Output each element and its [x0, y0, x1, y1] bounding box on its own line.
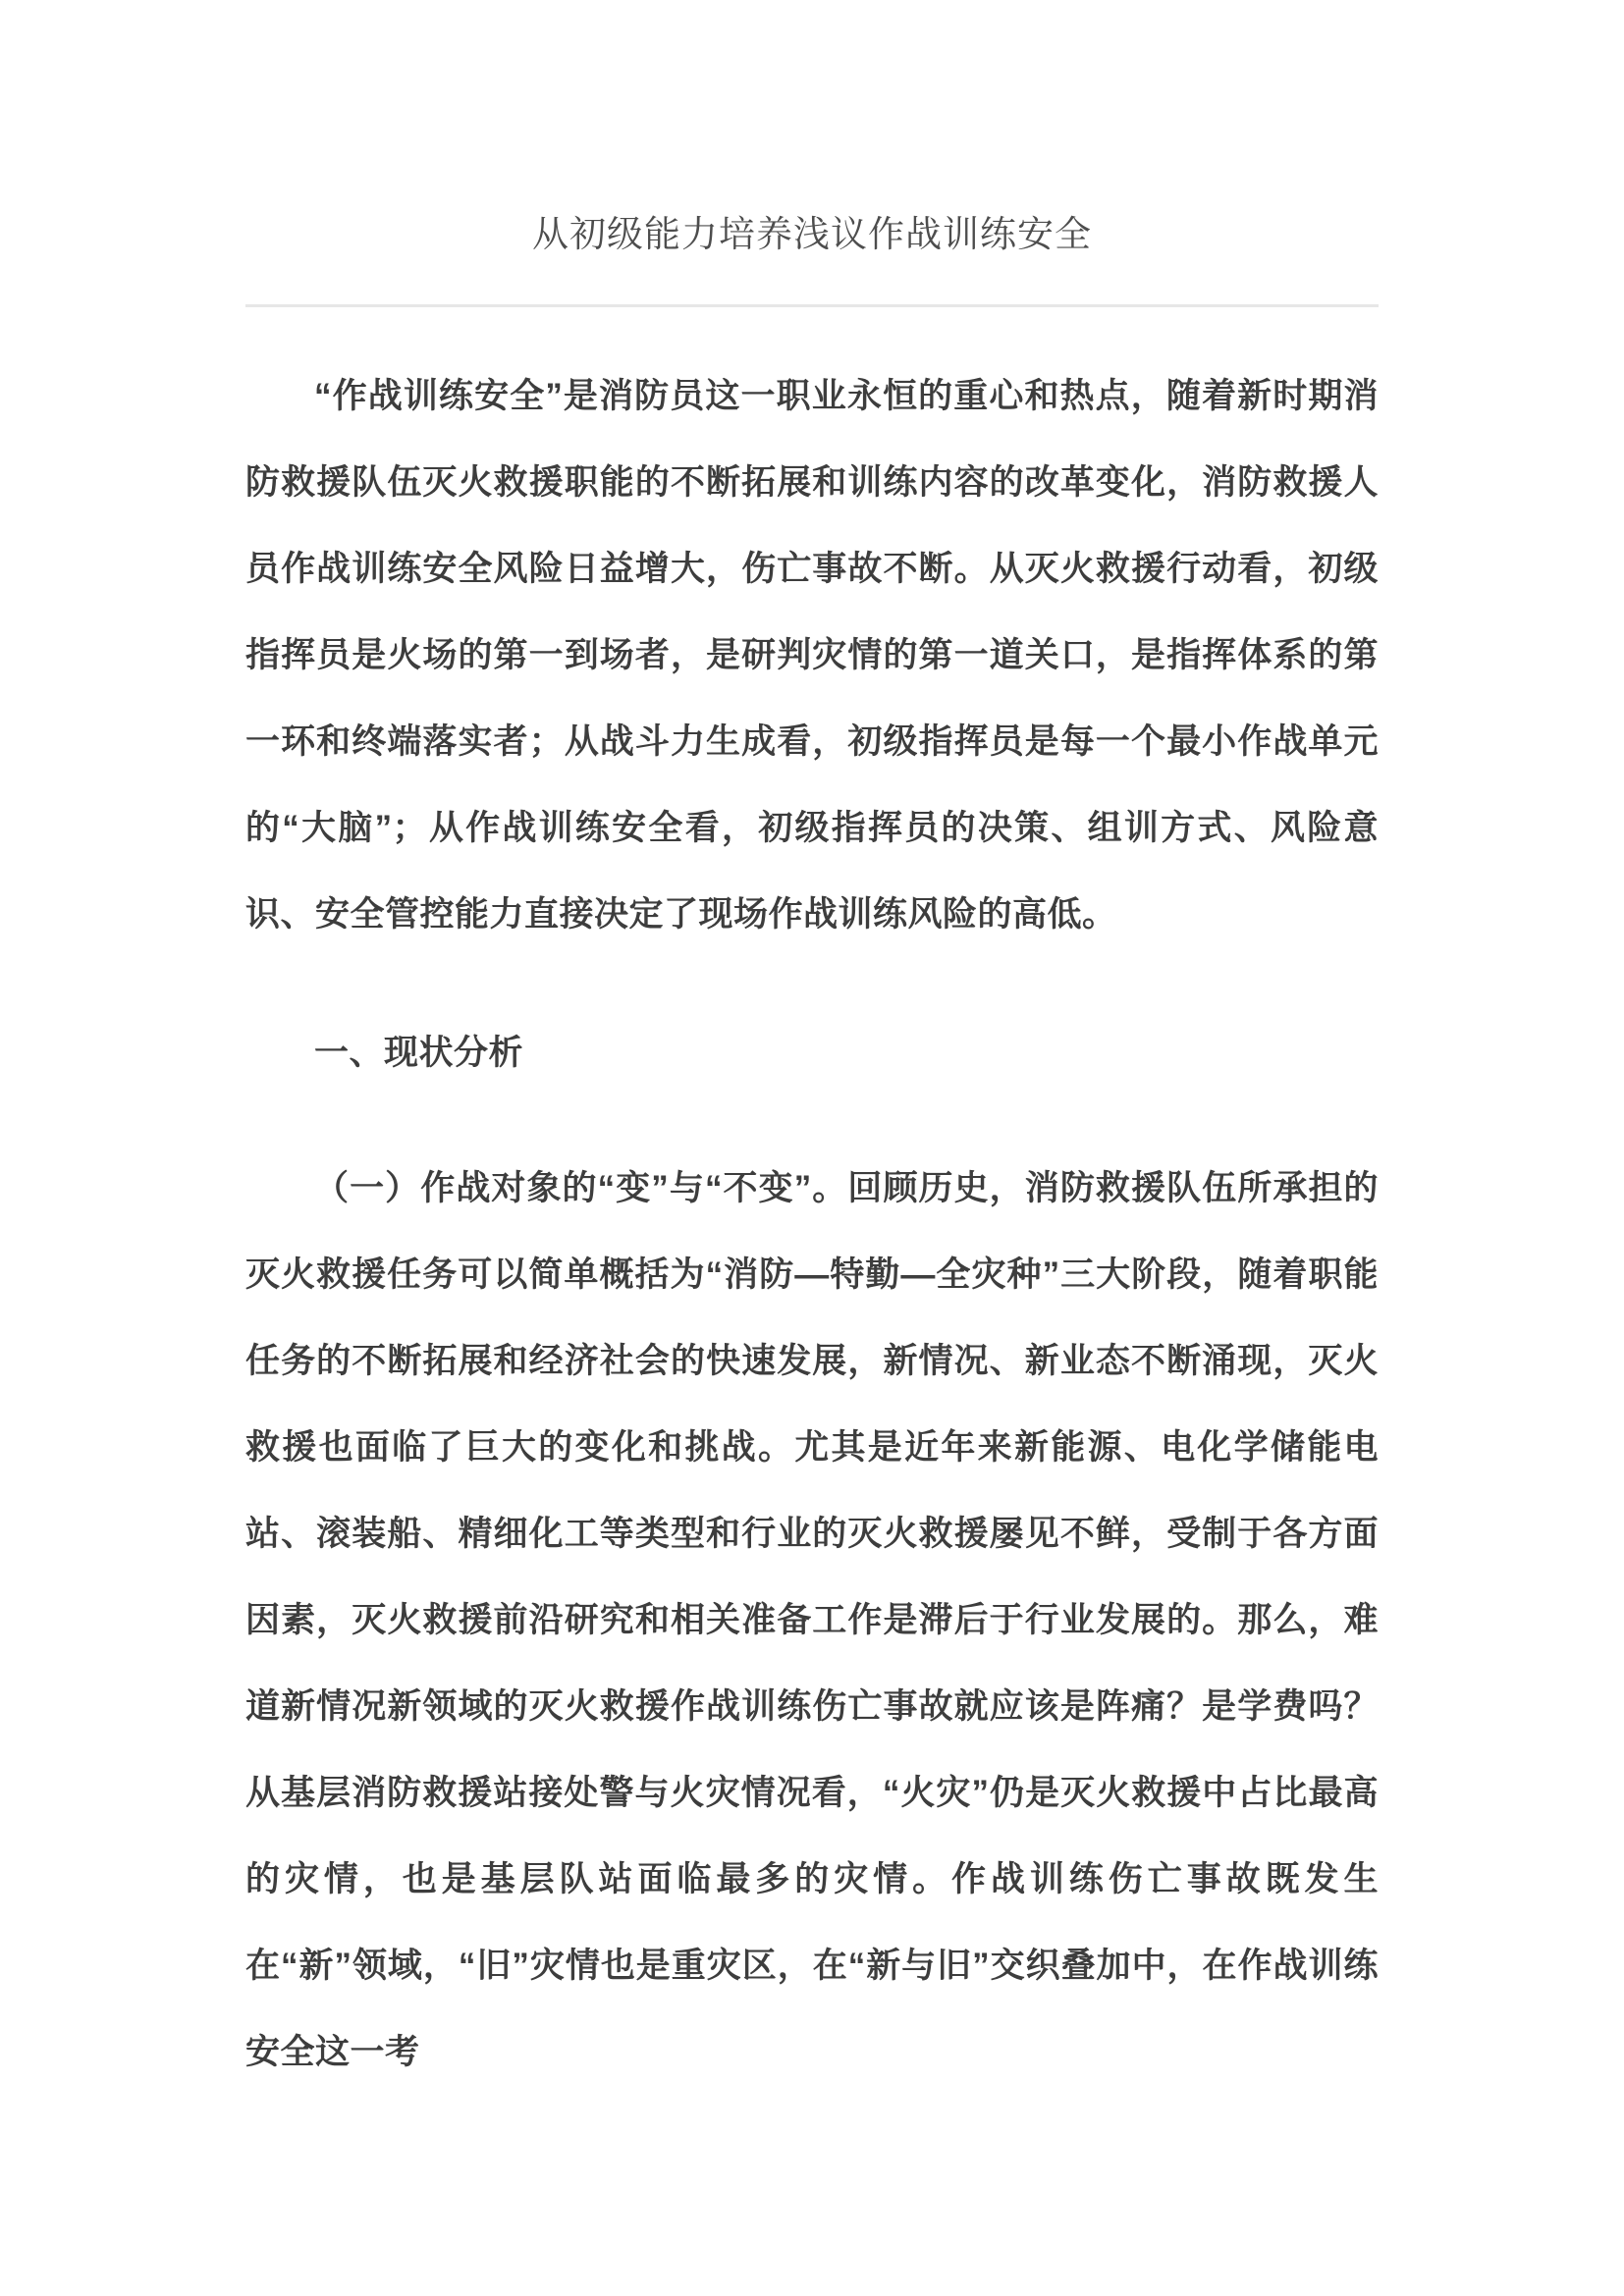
paragraph-intro: “作战训练安全”是消防员这一职业永恒的重心和热点，随着新时期消防救援队伍灭火救援职能的不断拓展和训练内容的改革变化，消防救援人员作战训练安全风险日益增大，伤亡事故不断。从灭火救援行动看，初级指挥员是火场的第一到场者，是研判灾情的第一道关口，是指挥体系的第一环和终端落实者；从战斗力生成看，初级指挥员是每一个最小作战单元的“大脑”；从作战训练安全看，初级指挥员的决策、组训方式、风险意识、安全管控能力直接决定了现场作战训练风险的高低。: [245, 377, 1379, 934]
section-heading-status-analysis: 一、现状分析: [314, 1034, 524, 1072]
document-title: 从初级能力培养浅议作战训练安全: [532, 215, 1092, 255]
paragraph-analysis: （一）作战对象的“变”与“不变”。回顾历史，消防救援队伍所承担的灭火救援任务可以简单概括为“消防—特勤—全灾种”三大阶段，随着职能任务的不断拓展和经济社会的快速发展，新情况、新业态不断涌现，灭火救援也面临了巨大的变化和挑战。尤其是近年来新能源、电化学储能电站、滚装船、精细化工等类型和行业的灭火救援屡见不鲜，受制于各方面因素，灭火救援前沿研究和相关准备工作是滞后于行业发展的。那么，难道新情况新领域的灭火救援作战训练伤亡事故就应该是阵痛？是学费吗？从基层消防救援站接处警与火灾情况看，“火灾”仍是灭火救援中占比最高的灾情，也是基层队站面临最多的灾情。作战训练伤亡事故既发生在“新”领域，“旧”灾情也是重灾区，在“新与旧”交织叠加中，在作战训练安全这一考: [245, 1169, 1379, 2071]
title-divider: [245, 304, 1379, 307]
